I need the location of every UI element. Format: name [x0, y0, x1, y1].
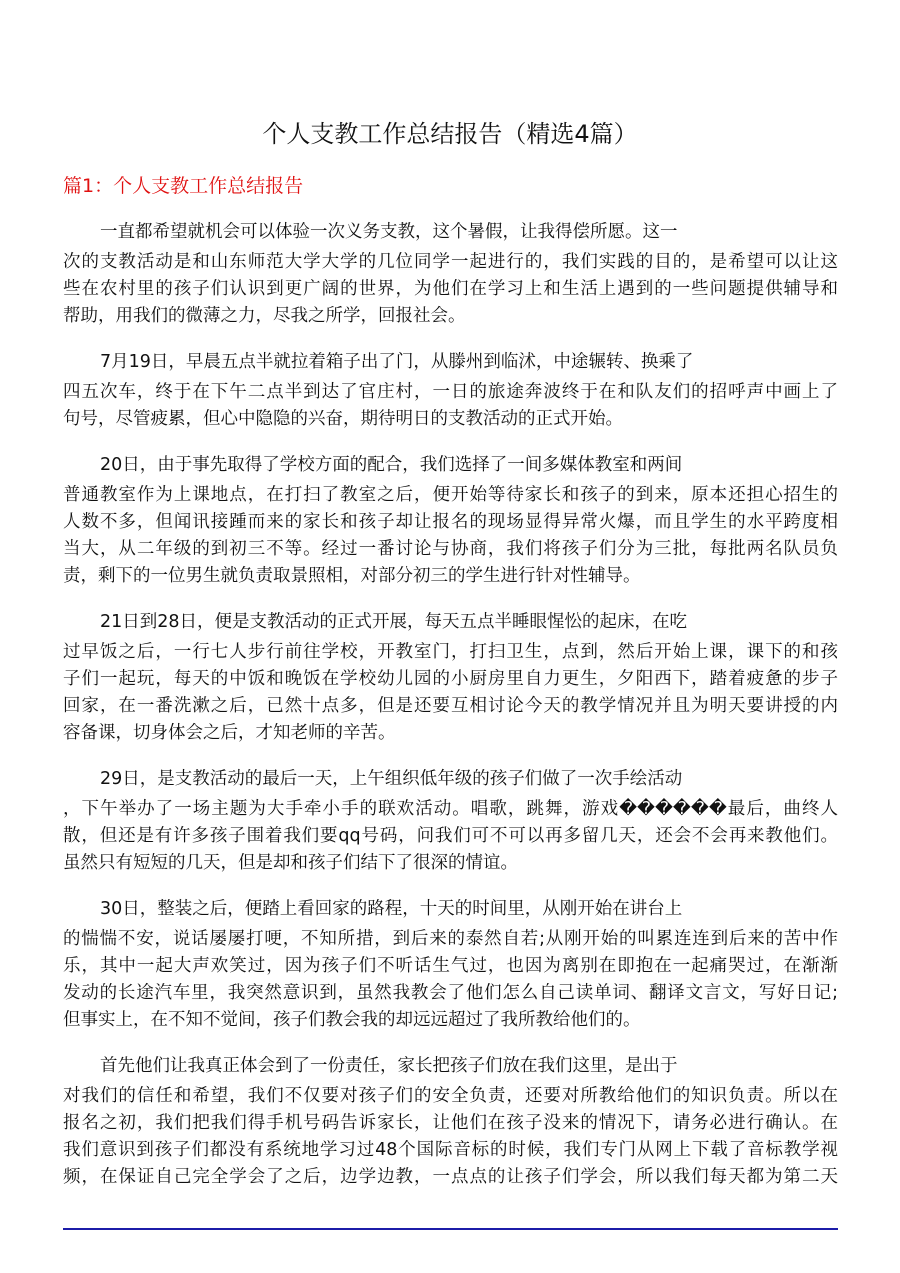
paragraph-line: 的惴惴不安，说话屡屡打哽，不知所措，到后来的泰然自若;从刚开始的叫累连连到后来的苦中作	[63, 929, 838, 949]
paragraph-line: 虽然只有短短的几天，但是却和孩子们结下了很深的情谊。	[63, 853, 518, 873]
paragraph	[63, 349, 838, 433]
paragraph	[63, 219, 838, 330]
paragraph-line: 一直都希望就机会可以体验一次义务支教，这个暑假，让我得偿所愿。这一	[100, 222, 678, 242]
document-body	[63, 219, 838, 1210]
paragraph-line: 发动的长途汽车里，我突然意识到，虽然我教会了他们怎么自己读单词、翻译文言文，写好日记;	[63, 983, 838, 1003]
paragraph-line: 容备课，切身体会之后，才知老师的辛苦。	[63, 723, 396, 743]
paragraph	[63, 452, 838, 590]
paragraph-line: 四五次车，终于在下午二点半到达了官庄村，一日的旅途奔波终于在和队友们的招呼声中画上了	[63, 382, 838, 402]
paragraph-line: 人数不多，但闻讯接踵而来的家长和孩子却让报名的现场显得异常火爆，而且学生的水平跨度相	[63, 512, 838, 532]
paragraph-line: ，下午举办了一场主题为大手牵小手的联欢活动。唱歌，跳舞，游戏������最后，曲终人	[63, 799, 838, 819]
paragraph-line: 但事实上，在不知不觉间，孩子们教会我的却远远超过了我所教给他们的。	[63, 1010, 641, 1030]
paragraph-line: 21日到28日，便是支教活动的正式开展，每天五点半睡眼惺忪的起床，在吃	[100, 612, 688, 632]
paragraph-line: 责，剩下的一位男生就负责取景照相，对部分初三的学生进行针对性辅导。	[63, 566, 641, 586]
paragraph-line: 普通教室作为上课地点，在打扫了教室之后，便开始等待家长和孩子的到来，原本还担心招生的	[63, 485, 838, 505]
paragraph	[63, 1053, 838, 1191]
paragraph	[63, 609, 838, 747]
paragraph-line: 次的支教活动是和山东师范大学大学的几位同学一起进行的，我们实践的目的，是希望可以让这	[63, 252, 838, 272]
paragraph-line: 20日，由于事先取得了学校方面的配合，我们选择了一间多媒体教室和两间	[100, 455, 683, 475]
section-heading: 篇1：个人支教工作总结报告	[63, 175, 304, 197]
document-title: 个人支教工作总结报告（精选4篇）	[262, 120, 638, 148]
paragraph-line: 我们意识到孩子们都没有系统地学习过48个国际音标的时候，我们专门从网上下载了音标教学视	[63, 1140, 838, 1160]
paragraph-line: 报名之初，我们把我们得手机号码告诉家长，让他们在孩子没来的情况下，请务必进行确认。在	[63, 1113, 838, 1133]
paragraph-line: 7月19日，早晨五点半就拉着箱子出了门，从滕州到临沭，中途辗转、换乘了	[100, 352, 694, 372]
paragraph-line: 乐，其中一起大声欢笑过，因为孩子们不听话生气过，也因为离别在即抱在一起痛哭过，在渐渐	[63, 956, 838, 976]
paragraph-line: 些在农村里的孩子们认识到更广阔的世界，为他们在学习上和生活上遇到的一些问题提供辅导和	[63, 279, 838, 299]
paragraph-line: 当大，从二年级的到初三不等。经过一番讨论与协商，我们将孩子们分为三批，每批两名队员负	[63, 539, 838, 559]
paragraph	[63, 766, 838, 877]
paragraph-line: 频，在保证自己完全学会了之后，边学边教，一点点的让孩子们学会，所以我们每天都为第二天	[63, 1167, 838, 1187]
paragraph-line: 句号，尽管疲累，但心中隐隐的兴奋，期待明日的支教活动的正式开始。	[63, 409, 623, 429]
paragraph-line: 子们一起玩，每天的中饭和晚饭在学校幼儿园的小厨房里自力更生，夕阳西下，踏着疲惫的步子	[63, 669, 838, 689]
paragraph-line: 散，但还是有许多孩子围着我们要qq号码，问我们可不可以再多留几天，还会不会再来教他们。	[63, 826, 838, 846]
paragraph	[63, 896, 838, 1034]
paragraph-line: 对我们的信任和希望，我们不仅要对孩子们的安全负责，还要对所教给他们的知识负责。所以在	[63, 1086, 838, 1106]
paragraph-line: 回家，在一番洗漱之后，已然十点多，但是还要互相讨论今天的教学情况并且为明天要讲授的内	[63, 696, 838, 716]
paragraph-line: 30日，整装之后，便踏上看回家的路程，十天的时间里，从刚开始在讲台上	[100, 899, 683, 919]
footer-rule	[63, 1228, 838, 1230]
paragraph-line: 首先他们让我真正体会到了一份责任，家长把孩子们放在我们这里，是出于	[100, 1056, 678, 1076]
paragraph-line: 帮助，用我们的微薄之力，尽我之所学，回报社会。	[63, 306, 466, 326]
paragraph-line: 29日，是支教活动的最后一天，上午组织低年级的孩子们做了一次手绘活动	[100, 769, 683, 789]
paragraph-line: 过早饭之后，一行七人步行前往学校，开教室门，打扫卫生，点到，然后开始上课，课下的和孩	[63, 642, 838, 662]
